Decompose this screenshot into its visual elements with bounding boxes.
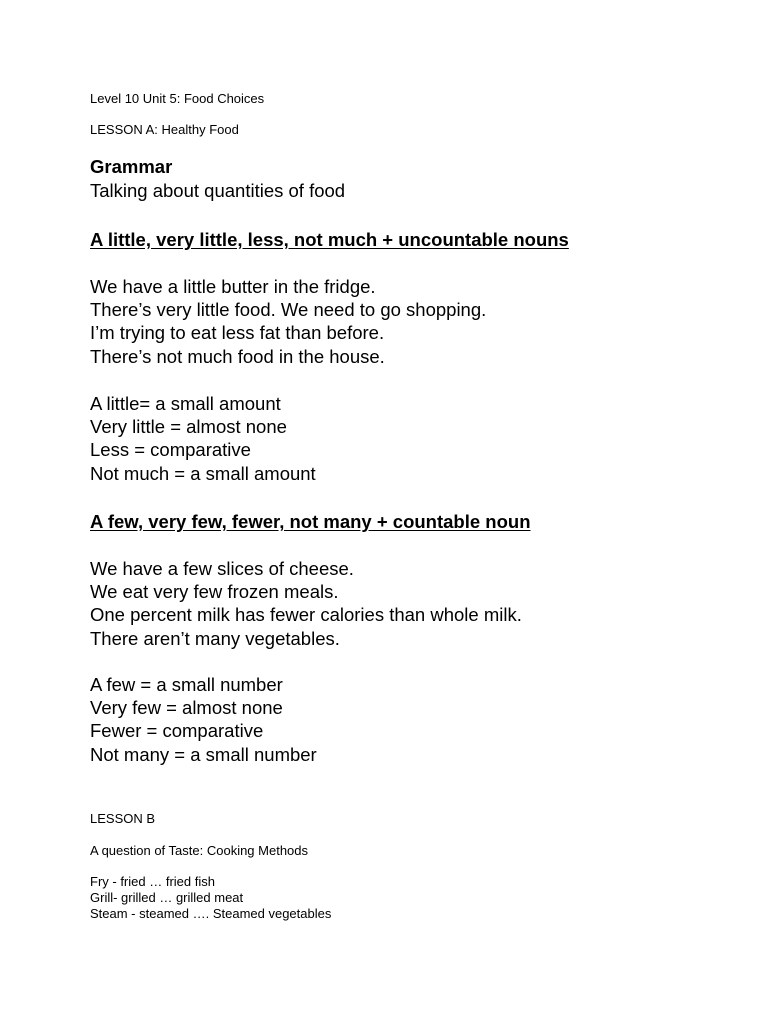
- cooking-methods-list: [90, 874, 331, 922]
- uncountable-definitions: [90, 392, 316, 485]
- countable-definitions: [90, 673, 317, 766]
- countable-examples: [90, 557, 522, 650]
- definition-line: Not many = a small number: [90, 743, 317, 765]
- cooking-method-line: Grill- grilled … grilled meat: [90, 890, 244, 905]
- definition-line: Very little = almost none: [90, 416, 287, 438]
- example-line: We have a few slices of cheese.: [90, 558, 354, 579]
- cooking-method-line: Fry - fried … fried fish: [90, 874, 215, 889]
- lesson-a-title: LESSON A: Healthy Food: [90, 122, 239, 137]
- unit-title: Level 10 Unit 5: Food Choices: [90, 91, 265, 106]
- lesson-b-title: LESSON B: [90, 811, 156, 826]
- example-line: We have a little butter in the fridge.: [90, 276, 376, 297]
- grammar-heading: Grammar: [90, 156, 173, 177]
- definition-line: Less = comparative: [90, 439, 251, 461]
- definition-line: Fewer = comparative: [90, 720, 264, 742]
- uncountable-examples: [90, 275, 486, 368]
- example-line: There’s not much food in the house.: [90, 345, 385, 367]
- cooking-method-line: Steam - steamed …. Steamed vegetables: [90, 906, 332, 921]
- example-line: There’s very little food. We need to go shopping.: [90, 299, 487, 321]
- example-line: I’m trying to eat less fat than before.: [90, 322, 385, 344]
- definition-line: A little= a small amount: [90, 393, 281, 414]
- example-line: We eat very few frozen meals.: [90, 581, 339, 603]
- definition-line: Very few = almost none: [90, 697, 283, 719]
- definition-line: A few = a small number: [90, 674, 283, 695]
- countable-heading: A few, very few, fewer, not many + countable noun: [90, 511, 531, 532]
- lesson-b-subtitle: A question of Taste: Cooking Methods: [90, 843, 309, 858]
- grammar-subtitle: Talking about quantities of food: [90, 180, 346, 201]
- uncountable-heading: A little, very little, less, not much + uncountable nouns: [90, 229, 569, 250]
- example-line: There aren’t many vegetables.: [90, 627, 340, 649]
- example-line: One percent milk has fewer calories than whole milk.: [90, 604, 522, 626]
- definition-line: Not much = a small amount: [90, 462, 316, 484]
